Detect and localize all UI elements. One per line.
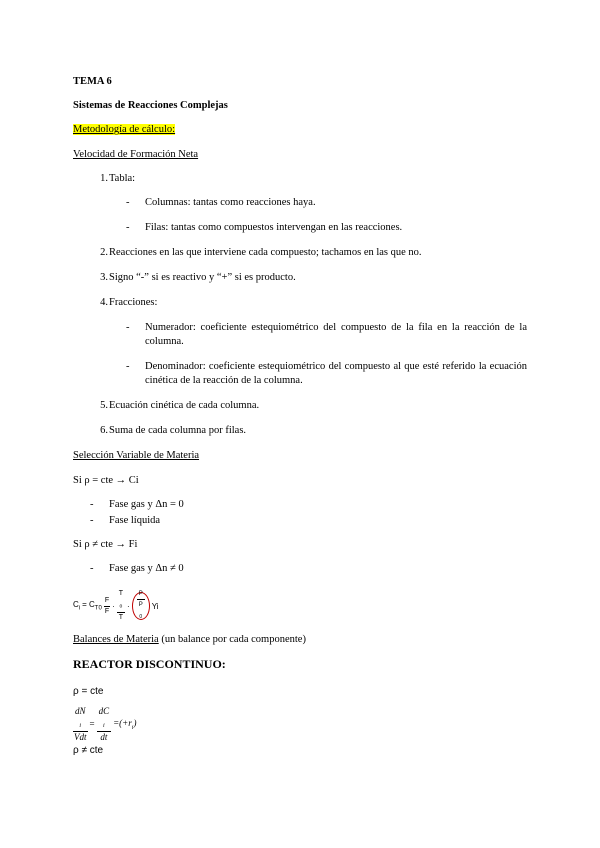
method-heading: [73, 123, 175, 136]
section3-title: Balances de Materia: [73, 634, 159, 645]
sub-text: Denominador: coeficiente estequiométrico del compuesto al que esté referido la ecuación cinética de la reacción de la columna.: [145, 361, 527, 386]
list-number: 4.: [100, 297, 108, 308]
dash-bullet: -: [90, 515, 94, 526]
sub-text: Fase líquida: [109, 515, 161, 526]
discontinuous-balance-equation: dN $_i$ Vdt = dC $_i$ dt $=(+r_i)$: [74, 706, 137, 742]
sub-text: Columnas: tantas como reacciones haya.: [145, 197, 316, 208]
reactor-heading: REACTOR DISCONTINUO:: [73, 657, 226, 671]
eq-rhs: $=(+r_i)$: [113, 717, 137, 731]
list-text: Fracciones:: [109, 297, 158, 308]
section3-note: (un balance por cada componente): [158, 634, 306, 645]
formula-eq: = $C_{T0}$: [82, 600, 102, 612]
sub-text: Numerador: coeficiente estequiométrico del compuesto de la fila en la reacción de la columna.: [145, 322, 527, 347]
case-density-variable: Si ρ ≠ cte → Fi: [73, 539, 138, 550]
list-text: Tabla:: [109, 173, 136, 184]
method-highlight: Metodología de cálculo:: [73, 124, 176, 135]
dash-bullet: -: [126, 197, 130, 208]
sub-text: Filas: tantas como compuestos intervengan en las reacciones.: [145, 222, 403, 233]
sub-text: Fase gas y Δn = 0: [109, 499, 184, 510]
dash-bullet: -: [126, 322, 130, 333]
formula-tail: Yi: [151, 601, 159, 611]
list-text: Ecuación cinética de cada columna.: [109, 400, 260, 411]
formula-lhs: $C_i$: [73, 600, 81, 612]
sub-text: Fase gas y Δn ≠ 0: [109, 563, 184, 574]
eq-frac-c: dC $_i$ dt: [98, 706, 110, 742]
list-number: 6.: [100, 425, 108, 436]
section3-title-line: [73, 633, 306, 646]
density-variable-label: ρ ≠ cte: [73, 745, 104, 756]
list-text: Suma de cada columna por filas.: [109, 425, 247, 436]
dash-bullet: -: [126, 222, 130, 233]
formula-frac-t: T $_o$ T: [118, 590, 124, 621]
eq-frac-n: dN $_i$ Vdt: [74, 706, 87, 742]
dash-bullet: -: [126, 361, 130, 372]
section1-title: Velocidad de Formación Neta: [73, 149, 199, 160]
list-text: Reacciones en las que interviene cada compuesto; tachamos en las que no.: [109, 247, 422, 258]
dash-bullet: -: [90, 563, 94, 574]
circled-pressure-term: P P $_0$: [132, 592, 150, 620]
section2-title: Selección Variable de Materia: [73, 450, 200, 461]
list-number: 1.: [100, 173, 108, 184]
list-text: Signo “-” si es reactivo y “+” si es producto.: [109, 272, 296, 283]
heading: TEMA 6: [73, 76, 112, 87]
list-number: 3.: [100, 272, 108, 283]
subtitle: Sistemas de Reacciones Complejas: [73, 100, 228, 111]
dash-bullet: -: [90, 499, 94, 510]
list-number: 2.: [100, 247, 108, 258]
formula-frac-f: $\frac{F}{F}$: [104, 596, 110, 615]
list-number: 5.: [100, 400, 108, 411]
density-constant-label: ρ = cte: [73, 686, 104, 697]
concentration-formula: $C_i$ = $C_{T0}$ $\frac{F}{F}$ · T $_o$ T · P P $_0$ Yi: [73, 590, 159, 621]
case-density-constant: Si ρ = cte → Ci: [73, 475, 139, 486]
